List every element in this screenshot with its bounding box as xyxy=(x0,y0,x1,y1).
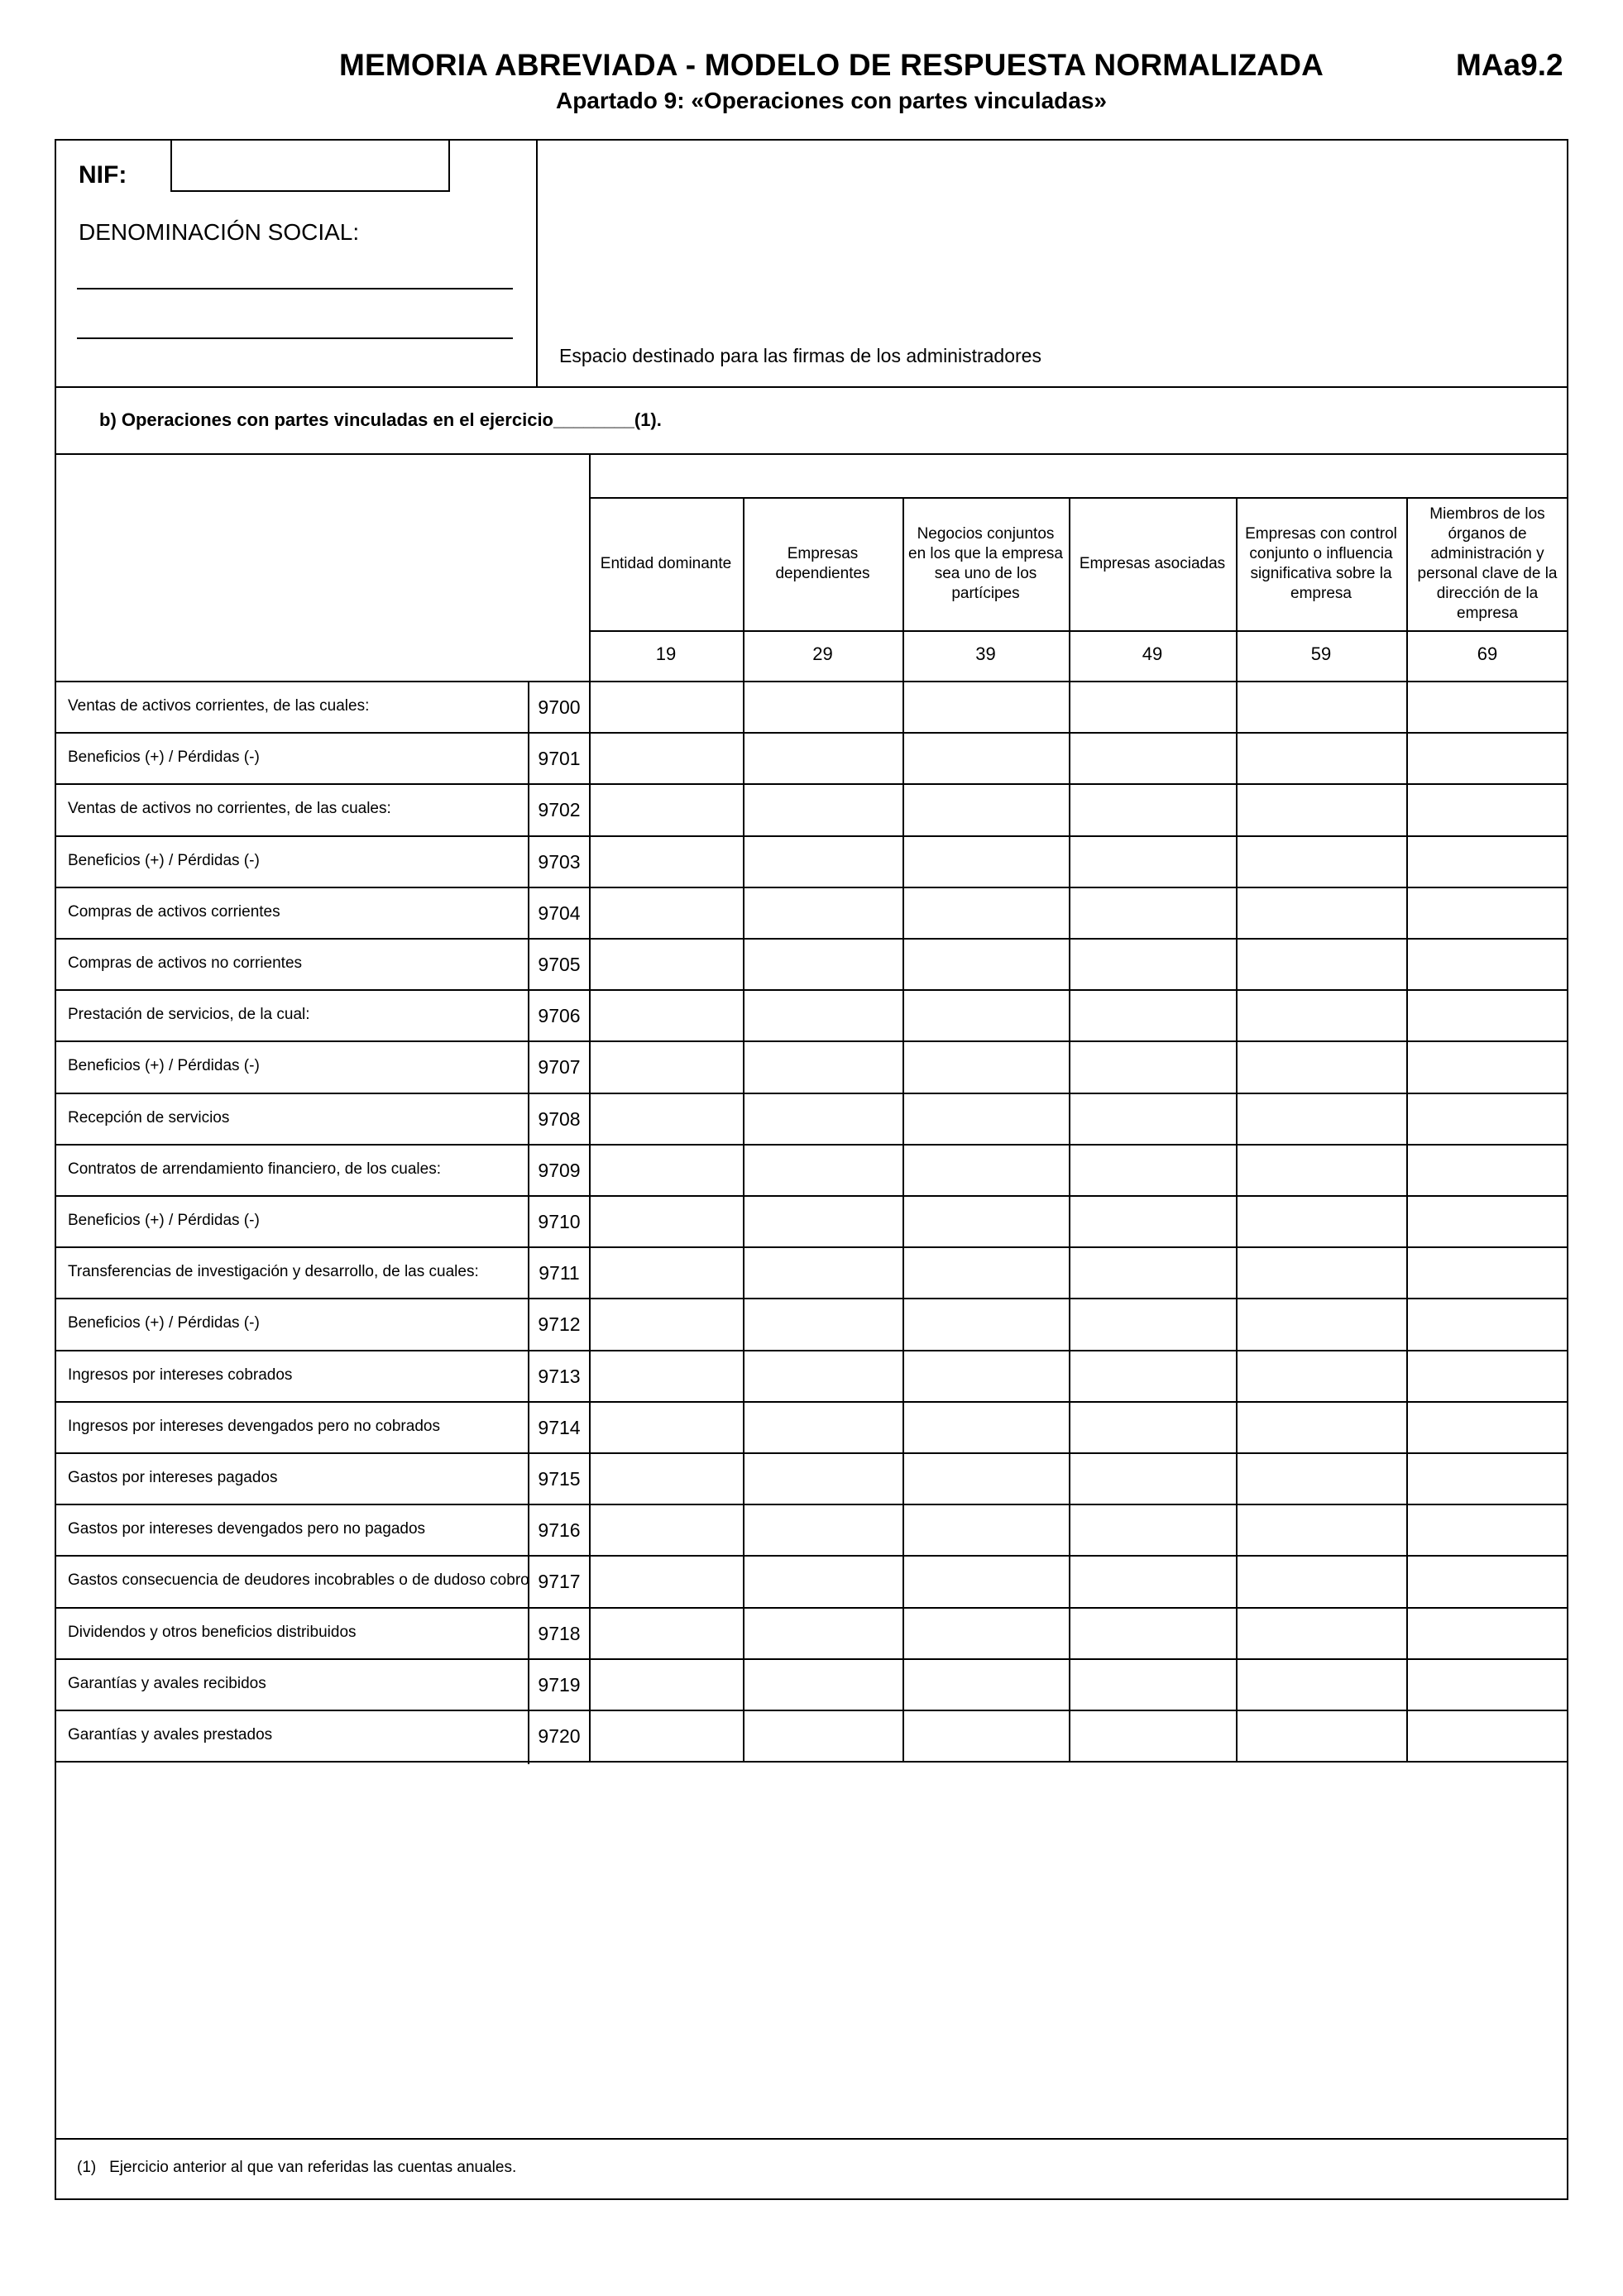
table-cell-input[interactable] xyxy=(744,1299,901,1347)
table-cell-input[interactable] xyxy=(1408,785,1567,833)
table-cell-input[interactable] xyxy=(904,1403,1067,1451)
table-cell-input[interactable] xyxy=(1408,940,1567,988)
row-label: Beneficios (+) / Pérdidas (-) xyxy=(68,1314,260,1332)
row-label: Prestación de servicios, de la cual: xyxy=(68,1006,310,1024)
table-cell-input[interactable] xyxy=(744,1351,901,1399)
table-cell-input[interactable] xyxy=(1238,682,1405,730)
table-cell-input[interactable] xyxy=(1238,1146,1405,1193)
table-cell-input[interactable] xyxy=(904,1146,1067,1193)
table-cell-input[interactable] xyxy=(904,682,1067,730)
table-cell-input[interactable] xyxy=(591,734,741,782)
row-code: 9704 xyxy=(538,902,581,924)
row-code: 9711 xyxy=(539,1262,580,1284)
table-cell-input[interactable] xyxy=(591,1403,741,1451)
denominacion-line-2[interactable] xyxy=(77,316,513,339)
table-cell-input[interactable] xyxy=(1408,1094,1567,1142)
column-code: 39 xyxy=(975,643,996,664)
table-cell-input[interactable] xyxy=(591,1248,741,1296)
table-cell-input[interactable] xyxy=(1070,1197,1234,1245)
row-code: 9716 xyxy=(538,1519,581,1542)
table-cell-input[interactable] xyxy=(904,1248,1067,1296)
table-cell-input[interactable] xyxy=(1238,734,1405,782)
row-label: Gastos por intereses devengados pero no pagados xyxy=(68,1520,426,1538)
table-cell-input[interactable] xyxy=(904,1711,1067,1759)
table-cell-input[interactable] xyxy=(904,1609,1067,1657)
table-cell-input[interactable] xyxy=(1238,1197,1405,1245)
row-label: Beneficios (+) / Pérdidas (-) xyxy=(68,1057,260,1075)
table-cell-input[interactable] xyxy=(1408,1248,1567,1296)
row-label: Beneficios (+) / Pérdidas (-) xyxy=(68,1212,260,1229)
form-title: MEMORIA ABREVIADA - MODELO DE RESPUESTA NORMALIZADA xyxy=(338,48,1324,82)
table-cell-input[interactable] xyxy=(744,1711,901,1759)
column-header: Miembros de los órganos de administración y personal clave de la dirección de la empresa xyxy=(1417,505,1558,622)
table-cell-input[interactable] xyxy=(904,1042,1067,1090)
table-cell-input[interactable] xyxy=(1070,1609,1234,1657)
table-cell-input[interactable] xyxy=(744,837,901,885)
footnote-border xyxy=(55,2138,1568,2140)
table-cell-input[interactable] xyxy=(591,1609,741,1657)
table-cell-input[interactable] xyxy=(591,1299,741,1347)
table-cell-input[interactable] xyxy=(1070,1557,1234,1605)
table-cell-input[interactable] xyxy=(1408,1557,1567,1605)
table-cell-input[interactable] xyxy=(1238,1248,1405,1296)
table-cell-input[interactable] xyxy=(591,1505,741,1553)
column-code: 49 xyxy=(1142,643,1163,664)
nif-field[interactable] xyxy=(170,139,450,192)
table-cell-input[interactable] xyxy=(591,888,741,936)
column-header: Empresas asociadas xyxy=(1079,554,1226,572)
table-cell-input[interactable] xyxy=(1070,1351,1234,1399)
row-label: Ventas de activos no corrientes, de las cuales: xyxy=(68,800,391,818)
table-cell-input[interactable] xyxy=(1070,682,1234,730)
table-cell-input[interactable] xyxy=(1070,1094,1234,1142)
table-cell-input[interactable] xyxy=(744,1248,901,1296)
table-cell-input[interactable] xyxy=(591,1557,741,1605)
row-label: Beneficios (+) / Pérdidas (-) xyxy=(68,851,260,869)
row-label: Garantías y avales prestados xyxy=(68,1726,273,1744)
column-code: 29 xyxy=(812,643,833,664)
table-cell-input[interactable] xyxy=(1238,1454,1405,1502)
table-cell-input[interactable] xyxy=(744,682,901,730)
row-code: 9700 xyxy=(538,696,581,718)
table-cell-input[interactable] xyxy=(591,1454,741,1502)
table-cell-input[interactable] xyxy=(591,1197,741,1245)
column-code: 59 xyxy=(1310,643,1332,664)
table-cell-input[interactable] xyxy=(1070,888,1234,936)
row-code: 9713 xyxy=(538,1365,581,1387)
table-cell-input[interactable] xyxy=(1408,1299,1567,1347)
table-cell-input[interactable] xyxy=(1408,1660,1567,1708)
nif-label: NIF: xyxy=(79,161,127,189)
table-cell-input[interactable] xyxy=(744,991,901,1039)
table-cell-input[interactable] xyxy=(1408,1505,1567,1553)
row-label: Gastos consecuencia de deudores incobrables o de dudoso cobro xyxy=(68,1571,529,1590)
table-cell-input[interactable] xyxy=(1408,1711,1567,1759)
table-cell-input[interactable] xyxy=(1238,1660,1405,1708)
table-cell-input[interactable] xyxy=(1070,1403,1234,1451)
table-cell-input[interactable] xyxy=(744,888,901,936)
table-cell-input[interactable] xyxy=(904,1094,1067,1142)
column-header: Entidad dominante xyxy=(600,554,732,572)
row-code: 9719 xyxy=(538,1673,581,1696)
table-cell-input[interactable] xyxy=(1408,1454,1567,1502)
table-cell-input[interactable] xyxy=(591,940,741,988)
row-code: 9703 xyxy=(538,850,581,873)
table-cell-input[interactable] xyxy=(1238,1403,1405,1451)
row-code: 9717 xyxy=(538,1571,581,1593)
table-cell-input[interactable] xyxy=(904,734,1067,782)
table-cell-input[interactable] xyxy=(1408,682,1567,730)
table-cell-input[interactable] xyxy=(1408,1403,1567,1451)
row-label: Beneficios (+) / Pérdidas (-) xyxy=(68,749,260,767)
table-cell-input[interactable] xyxy=(1408,1042,1567,1090)
table-cell-input[interactable] xyxy=(591,1042,741,1090)
table-cell-input[interactable] xyxy=(1070,837,1234,885)
row-code: 9710 xyxy=(538,1211,581,1232)
row-code: 9712 xyxy=(538,1313,581,1336)
row-border xyxy=(55,1761,1568,1763)
table-cell-input[interactable] xyxy=(1238,940,1405,988)
row-label: Recepción de servicios xyxy=(68,1108,230,1126)
row-label: Transferencias de investigación y desarrollo, de las cuales: xyxy=(68,1263,479,1281)
table-cell-input[interactable] xyxy=(904,1299,1067,1347)
row-label: Ingresos por intereses devengados pero no cobrados xyxy=(68,1417,440,1435)
table-cell-input[interactable] xyxy=(1408,1197,1567,1245)
row-label: Contratos de arrendamiento financiero, de los cuales: xyxy=(68,1160,441,1178)
table-cell-input[interactable] xyxy=(1070,991,1234,1039)
table-cell-input[interactable] xyxy=(904,940,1067,988)
table-cell-input[interactable] xyxy=(591,1146,741,1193)
table-cell-input[interactable] xyxy=(1070,1042,1234,1090)
table-cell-input[interactable] xyxy=(744,1557,901,1605)
header-code-top-border xyxy=(589,630,1568,632)
identification-divider xyxy=(536,139,538,387)
table-cell-input[interactable] xyxy=(1238,837,1405,885)
row-code: 9709 xyxy=(538,1159,581,1181)
table-cell-input[interactable] xyxy=(744,1094,901,1142)
table-cell-input[interactable] xyxy=(591,991,741,1039)
row-code: 9714 xyxy=(538,1416,581,1438)
form-subtitle: Apartado 9: «Operaciones con partes vinculadas» xyxy=(555,88,1107,113)
table-cell-input[interactable] xyxy=(1070,734,1234,782)
table-cell-input[interactable] xyxy=(1070,785,1234,833)
column-code: 19 xyxy=(655,643,677,664)
table-cell-input[interactable] xyxy=(744,1505,901,1553)
table-cell-input[interactable] xyxy=(1238,1351,1405,1399)
table-cell-input[interactable] xyxy=(591,1660,741,1708)
row-label: Gastos por intereses pagados xyxy=(68,1469,278,1486)
table-cell-input[interactable] xyxy=(1408,1609,1567,1657)
row-label: Compras de activos no corrientes xyxy=(68,954,303,972)
table-cell-input[interactable] xyxy=(744,1454,901,1502)
signature-note: Espacio destinado para las firmas de los administradores xyxy=(559,345,1041,366)
table-cell-input[interactable] xyxy=(904,1197,1067,1245)
row-code: 9718 xyxy=(538,1622,581,1644)
row-label: Dividendos y otros beneficios distribuidos xyxy=(68,1623,357,1641)
table-cell-input[interactable] xyxy=(1238,785,1405,833)
row-label: Compras de activos corrientes xyxy=(68,902,280,921)
table-cell-input[interactable] xyxy=(591,1711,741,1759)
table-cell-input[interactable] xyxy=(1238,991,1405,1039)
row-code: 9715 xyxy=(538,1468,581,1490)
identification-bottom-border xyxy=(55,386,1568,388)
footnote-marker: (1) xyxy=(77,2159,97,2176)
table-cell-input[interactable] xyxy=(1070,1248,1234,1296)
table-cell-input[interactable] xyxy=(904,991,1067,1039)
section-title: b) Operaciones con partes vinculadas en el ejercicio________(1). xyxy=(99,409,662,430)
table-cell-input[interactable] xyxy=(744,734,901,782)
table-cell-input[interactable] xyxy=(904,1454,1067,1502)
table-cell-input[interactable] xyxy=(904,888,1067,936)
table-cell-input[interactable] xyxy=(904,785,1067,833)
table-cell-input[interactable] xyxy=(1238,1299,1405,1347)
table-cell-input[interactable] xyxy=(1070,1660,1234,1708)
table-cell-input[interactable] xyxy=(1408,734,1567,782)
table-cell-input[interactable] xyxy=(1408,837,1567,885)
row-label: Ventas de activos corrientes, de las cuales: xyxy=(68,697,370,715)
table-cell-input[interactable] xyxy=(744,1197,901,1245)
denominacion-label: DENOMINACIÓN SOCIAL: xyxy=(79,219,360,245)
table-cell-input[interactable] xyxy=(1070,940,1234,988)
table-cell-input[interactable] xyxy=(1070,1505,1234,1553)
table-cell-input[interactable] xyxy=(1238,1505,1405,1553)
table-cell-input[interactable] xyxy=(1408,1146,1567,1193)
table-cell-input[interactable] xyxy=(591,682,741,730)
table-cell-input[interactable] xyxy=(744,785,901,833)
table-cell-input[interactable] xyxy=(1070,1299,1234,1347)
table-cell-input[interactable] xyxy=(591,785,741,833)
footnote xyxy=(77,2159,516,2177)
row-code: 9706 xyxy=(538,1005,581,1027)
table-cell-input[interactable] xyxy=(591,1351,741,1399)
table-cell-input[interactable] xyxy=(904,1351,1067,1399)
section-title-border xyxy=(55,453,1568,455)
table-cell-input[interactable] xyxy=(1238,1711,1405,1759)
row-label: Garantías y avales recibidos xyxy=(68,1674,266,1692)
table-cell-input[interactable] xyxy=(904,1505,1067,1553)
table-cell-input[interactable] xyxy=(904,837,1067,885)
table-cell-input[interactable] xyxy=(1238,1042,1405,1090)
row-code: 9705 xyxy=(538,954,581,975)
row-code: 9708 xyxy=(538,1107,581,1130)
row-code: 9701 xyxy=(538,748,581,770)
row-code: 9702 xyxy=(538,799,581,821)
table-cell-input[interactable] xyxy=(1238,1557,1405,1605)
table-cell-input[interactable] xyxy=(1070,1711,1234,1759)
form-code: MAa9.2 xyxy=(1456,48,1563,82)
column-header: Empresas dependientes xyxy=(775,544,870,582)
table-cell-input[interactable] xyxy=(904,1557,1067,1605)
table-cell-input[interactable] xyxy=(744,1660,901,1708)
table-cell-input[interactable] xyxy=(1408,991,1567,1039)
table-cell-input[interactable] xyxy=(1238,888,1405,936)
table-cell-input[interactable] xyxy=(744,1609,901,1657)
footnote-text: Ejercicio anterior al que van referidas las cuentas anuales. xyxy=(109,2159,517,2176)
column-header: Negocios conjuntos en los que la empresa sea uno de los partícipes xyxy=(908,524,1063,602)
row-label: Ingresos por intereses cobrados xyxy=(68,1366,293,1384)
table-cell-input[interactable] xyxy=(744,1146,901,1193)
table-cell-input[interactable] xyxy=(591,1094,741,1142)
table-cell-input[interactable] xyxy=(591,837,741,885)
table-cell-input[interactable] xyxy=(744,940,901,988)
column-header: Empresas con control conjunto o influencia significativa sobre la empresa xyxy=(1245,524,1397,602)
row-code: 9720 xyxy=(538,1725,581,1747)
table-cell-input[interactable] xyxy=(1070,1454,1234,1502)
column-code: 69 xyxy=(1477,643,1498,664)
table-cell-input[interactable] xyxy=(1408,1351,1567,1399)
table-cell-input[interactable] xyxy=(1238,1094,1405,1142)
table-cell-input[interactable] xyxy=(904,1660,1067,1708)
table-cell-input[interactable] xyxy=(1238,1609,1405,1657)
denominacion-line-1[interactable] xyxy=(77,266,513,289)
row-code: 9707 xyxy=(538,1056,581,1079)
table-cell-input[interactable] xyxy=(1408,888,1567,936)
table-cell-input[interactable] xyxy=(744,1403,901,1451)
table-cell-input[interactable] xyxy=(744,1042,901,1090)
table-cell-input[interactable] xyxy=(1070,1146,1234,1193)
